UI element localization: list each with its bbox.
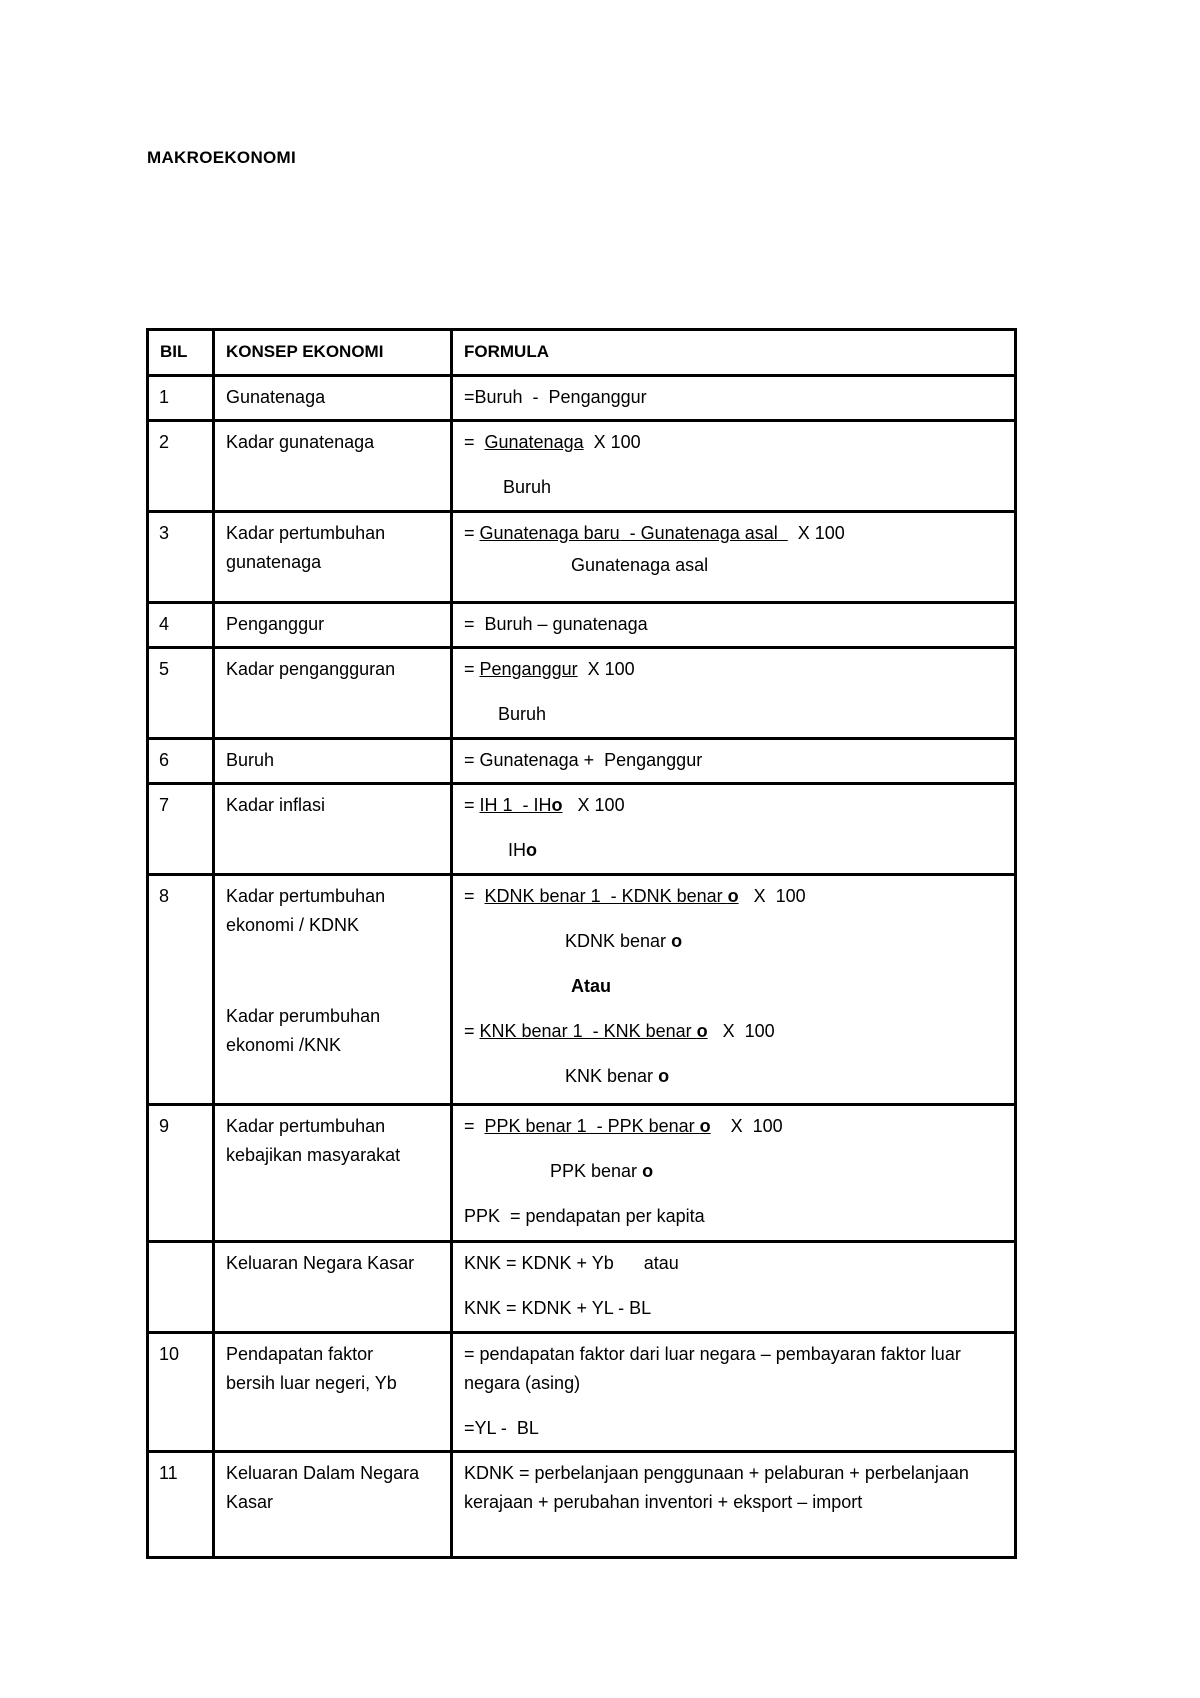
konsep-text: Penganggur <box>226 614 325 634</box>
numerator-text: KNK benar 1 - KNK benar <box>479 1021 697 1041</box>
konsep-text: Keluaran Negara Kasar <box>226 1253 415 1273</box>
konsep-text: ekonomi / KDNK <box>226 915 360 935</box>
row-bil: 7 <box>148 784 214 875</box>
table-row <box>148 1333 1016 1452</box>
row-formula <box>452 1333 1016 1452</box>
numerator-subscript: o <box>699 1116 711 1136</box>
row-formula <box>452 784 1016 875</box>
row-bil: 10 <box>148 1333 214 1452</box>
konsep-text: gunatenaga <box>226 552 322 572</box>
formula-numerator: Gunatenaga baru - Gunatenaga asal <box>479 523 788 543</box>
konsep-text: Pendapatan faktor <box>226 1344 374 1364</box>
formula-numerator-line <box>464 428 1004 457</box>
formula-multiplier: X 100 <box>710 1116 783 1136</box>
row-bil: 5 <box>148 648 214 739</box>
row-konsep <box>214 512 452 603</box>
row-bil: 2 <box>148 421 214 512</box>
formula-prefix: = <box>464 795 480 815</box>
denominator-subscript: o <box>671 931 683 951</box>
konsep-text: Buruh <box>226 750 275 770</box>
header-formula: FORMULA <box>452 330 1016 376</box>
konsep-text: Kadar pertumbuhan <box>226 1116 386 1136</box>
denominator-text: KDNK benar <box>565 931 672 951</box>
formula-denominator <box>464 836 1004 865</box>
formula-multiplier: X 100 <box>583 432 641 452</box>
row-formula <box>452 421 1016 512</box>
konsep-text: Keluaran Dalam Negara <box>226 1463 420 1483</box>
formula-multiplier: X 100 <box>577 659 635 679</box>
header-bil: BIL <box>148 330 214 376</box>
formula-multiplier: X 100 <box>738 886 806 906</box>
table-row <box>148 1452 1016 1558</box>
row-formula <box>452 875 1016 1105</box>
row-formula <box>452 1242 1016 1333</box>
formula-prefix: = <box>464 886 485 906</box>
row-formula <box>452 1105 1016 1242</box>
konsep-text: Kadar pengangguran <box>226 659 396 679</box>
denominator-text: KNK benar <box>565 1066 659 1086</box>
formula-prefix: = <box>464 523 480 543</box>
numerator-text: KDNK benar 1 - KDNK benar <box>484 886 728 906</box>
row-konsep <box>214 875 452 1105</box>
row-formula <box>452 1452 1016 1558</box>
formula-table <box>146 328 1017 1559</box>
row-konsep <box>214 1242 452 1333</box>
formula-numerator <box>480 1021 708 1041</box>
row-formula <box>452 648 1016 739</box>
row-formula <box>452 603 1016 648</box>
table-row <box>148 784 1016 875</box>
formula-text: =Buruh - Penganggur <box>464 387 647 407</box>
denominator-subscript: o <box>526 840 537 860</box>
row-bil <box>148 1242 214 1333</box>
row-formula <box>452 512 1016 603</box>
denominator-text: PPK benar <box>550 1161 643 1181</box>
formula-numerator: Gunatenaga <box>484 432 584 452</box>
formula-text: KNK = KDNK + Yb atau <box>464 1253 679 1273</box>
formula-text: = Gunatenaga + Penganggur <box>464 750 703 770</box>
konsep-text: Kadar perumbuhan <box>226 1006 381 1026</box>
formula-prefix: = <box>464 1116 485 1136</box>
numerator-text: PPK benar 1 - PPK benar <box>484 1116 700 1136</box>
formula-multiplier: X 100 <box>562 795 625 815</box>
table-row <box>148 875 1016 1105</box>
konsep-text: bersih luar negeri, Yb <box>226 1373 397 1393</box>
denominator-subscript: o <box>642 1161 654 1181</box>
formula-multiplier: X 100 <box>787 523 845 543</box>
formula-prefix: = <box>464 659 480 679</box>
formula-text: = pendapatan faktor dari luar negara – pembayaran faktor luar negara (asing) <box>464 1344 961 1393</box>
formula-numerator-line <box>464 1017 1004 1046</box>
konsep-text: Kasar <box>226 1492 274 1512</box>
konsep-text: ekonomi /KNK <box>226 1035 342 1055</box>
row-konsep <box>214 421 452 512</box>
formula-denominator: Buruh <box>498 704 547 724</box>
row-konsep <box>214 1333 452 1452</box>
formula-text: KDNK = perbelanjaan penggunaan + pelaburan + perbelanjaan kerajaan + perubahan inventori + eksport – import <box>464 1463 969 1512</box>
table-row <box>148 512 1016 603</box>
formula-denominator <box>464 1062 1004 1091</box>
row-formula <box>452 376 1016 421</box>
table-row <box>148 1105 1016 1242</box>
formula-note: PPK = pendapatan per kapita <box>464 1206 705 1226</box>
numerator-text: IH 1 - IH <box>479 795 552 815</box>
row-konsep <box>214 603 452 648</box>
formula-numerator-line <box>464 1112 1004 1141</box>
formula-numerator <box>485 1116 711 1136</box>
row-konsep <box>214 1452 452 1558</box>
numerator-subscript: o <box>696 1021 708 1041</box>
numerator-subscript: o <box>727 886 739 906</box>
row-bil: 3 <box>148 512 214 603</box>
numerator-subscript: o <box>551 795 563 815</box>
formula-numerator <box>485 886 739 906</box>
row-konsep <box>214 376 452 421</box>
formula-numerator-line <box>464 791 1004 820</box>
page-title: MAKROEKONOMI <box>147 148 297 167</box>
table-row <box>148 739 1016 784</box>
row-bil: 9 <box>148 1105 214 1242</box>
konsep-text: Kadar gunatenaga <box>226 432 375 452</box>
row-konsep <box>214 1105 452 1242</box>
formula-text: KNK = KDNK + YL - BL <box>464 1298 652 1318</box>
row-konsep <box>214 648 452 739</box>
konsep-text: Kadar pertumbuhan <box>226 523 386 543</box>
formula-prefix: = <box>464 432 485 452</box>
formula-text: =YL - BL <box>464 1418 539 1438</box>
row-bil: 4 <box>148 603 214 648</box>
header-konsep: KONSEP EKONOMI <box>214 330 452 376</box>
formula-prefix: = <box>464 1021 480 1041</box>
row-bil: 11 <box>148 1452 214 1558</box>
row-bil: 1 <box>148 376 214 421</box>
table-row <box>148 421 1016 512</box>
row-bil: 6 <box>148 739 214 784</box>
row-bil: 8 <box>148 875 214 1105</box>
formula-numerator: Penganggur <box>479 659 578 679</box>
formula-denominator <box>464 927 1004 956</box>
row-konsep <box>214 784 452 875</box>
row-formula <box>452 739 1016 784</box>
konsep-text: Kadar pertumbuhan <box>226 886 386 906</box>
denominator-subscript: o <box>658 1066 670 1086</box>
formula-numerator-line <box>464 519 1004 548</box>
formula-text: = Buruh – gunatenaga <box>464 614 648 634</box>
formula-numerator <box>480 795 563 815</box>
formula-numerator-line <box>464 882 1004 911</box>
table-row <box>148 1242 1016 1333</box>
table-row <box>148 376 1016 421</box>
formula-denominator <box>464 1157 1004 1186</box>
formula-numerator-line <box>464 655 1004 684</box>
atau-label: Atau <box>571 976 611 996</box>
konsep-text: kebajikan masyarakat <box>226 1145 401 1165</box>
table-header-row <box>148 330 1016 376</box>
konsep-text: Kadar inflasi <box>226 795 326 815</box>
table-row <box>148 603 1016 648</box>
formula-denominator: Buruh <box>503 477 552 497</box>
konsep-text: Gunatenaga <box>226 387 326 407</box>
denominator-text: IH <box>508 840 526 860</box>
table-row <box>148 648 1016 739</box>
row-konsep <box>214 739 452 784</box>
formula-denominator: Gunatenaga asal <box>571 555 709 575</box>
formula-multiplier: X 100 <box>707 1021 775 1041</box>
